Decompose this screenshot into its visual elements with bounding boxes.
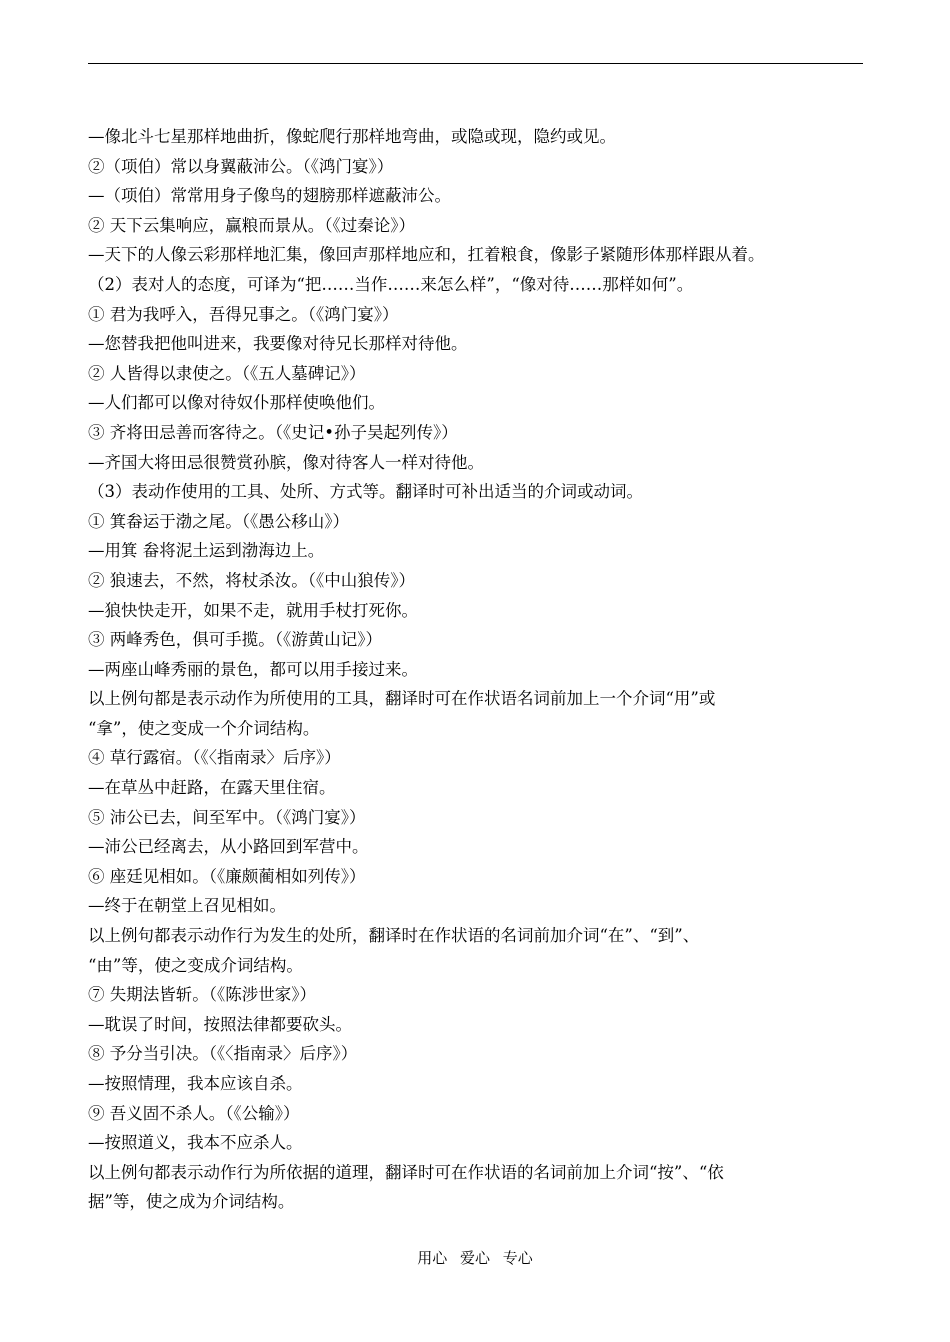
text-line: —狼快快走开，如果不走，就用手杖打死你。 (88, 600, 418, 620)
text-line: —像北斗七星那样地曲折，像蛇爬行那样地弯曲，或隐或现，隐约或见。 (88, 127, 616, 146)
text-line: —（项伯）常常用身子像鸟的翅膀那样遮蔽沛公。 (88, 186, 451, 206)
text-line: —终于在朝堂上召见相如。 (88, 896, 286, 916)
text-line: ⑥ 座廷见相如。（《廉颇蔺相如列传》） (88, 866, 366, 886)
text-line: ②（项伯）常以身翼蔽沛公。（《鸿门宴》） (88, 156, 394, 176)
text-line: ⑤ 沛公已去，间至军中。（《鸿门宴》） (88, 807, 366, 827)
text-line: —耽误了时间，按照法律都要砍头。 (88, 1014, 352, 1034)
text-line: —两座山峰秀丽的景色，都可以用手接过来。 (88, 659, 418, 679)
text-line: “拿”，使之变成一个介词结构。 (88, 718, 320, 738)
text-line: ② 天下云集响应，赢粮而景从。（《过秦论》） (88, 215, 415, 235)
text-line: ③ 齐将田忌善而客待之。（《史记•孙子吴起列传》） (88, 422, 458, 442)
text-line: —按照道义，我本不应杀人。 (88, 1133, 303, 1153)
document-body (88, 122, 868, 1217)
page-footer: 用心 爱心 专心 (417, 1249, 533, 1267)
text-line: —天下的人像云彩那样地汇集，像回声那样地应和，扛着粮食，像影子紧随形体那样跟从着。 (88, 245, 765, 265)
text-line: ⑨ 吾义固不杀人。（《公输》） (88, 1103, 300, 1123)
text-line: —按照情理，我本应该自杀。 (88, 1074, 303, 1093)
text-line: —在草丛中赶路，在露天里住宿。 (88, 778, 336, 798)
text-line: —人们都可以像对待奴仆那样使唤他们。 (88, 393, 385, 413)
text-line: ⑧ 予分当引决。（《〈指南录〉后序》） (88, 1044, 358, 1064)
text-line: ① 君为我呼入，吾得兄事之。（《鸿门宴》） (88, 304, 399, 324)
text-line: 据”等，使之成为介词结构。 (88, 1192, 295, 1212)
text-line: 以上例句都表示动作行为所依据的道理，翻译时可在作状语的名词前加上介词“按”、“依 (88, 1162, 724, 1182)
text-line: —沛公已经离去，从小路回到军营中。 (88, 837, 369, 857)
text-line: ② 人皆得以隶使之。（《五人墓碑记》） (88, 363, 366, 383)
text-line: “由”等，使之变成介词结构。 (88, 955, 303, 975)
text-line: （3）表动作使用的工具、处所、方式等。翻译时可补出适当的介词或动词。 (88, 482, 643, 502)
text-line: 以上例句都表示动作行为发生的处所，翻译时在作状语的名词前加介词“在”、“到”、 (88, 926, 700, 946)
text-line: ② 狼速去，不然，将杖杀汝。（《中山狼传》） (88, 570, 415, 590)
text-line: ④ 草行露宿。（《〈指南录〉后序》） (88, 748, 341, 768)
text-line: —齐国大将田忌很赞赏孙膑，像对待客人一样对待他。 (88, 452, 484, 472)
text-line: ① 箕畚运于渤之尾。（《愚公移山》） (88, 511, 349, 531)
text-line: —用箕 畚将泥土运到渤海边上。 (88, 541, 325, 561)
text-line: 以上例句都是表示动作为所使用的工具，翻译时可在作状语名词前加上一个介词“用”或 (88, 689, 716, 709)
text-line: ⑦ 失期法皆斩。（《陈涉世家》） (88, 985, 316, 1005)
text-line: （2）表对人的态度，可译为“把……当作……来怎么样”，“像对待……那样如何”。 (88, 274, 694, 294)
text-line: ③ 两峰秀色，俱可手揽。（《游黄山记》） (88, 630, 382, 650)
text-line: —您替我把他叫进来，我要像对待兄长那样对待他。 (88, 334, 468, 354)
header-rule (88, 63, 863, 64)
